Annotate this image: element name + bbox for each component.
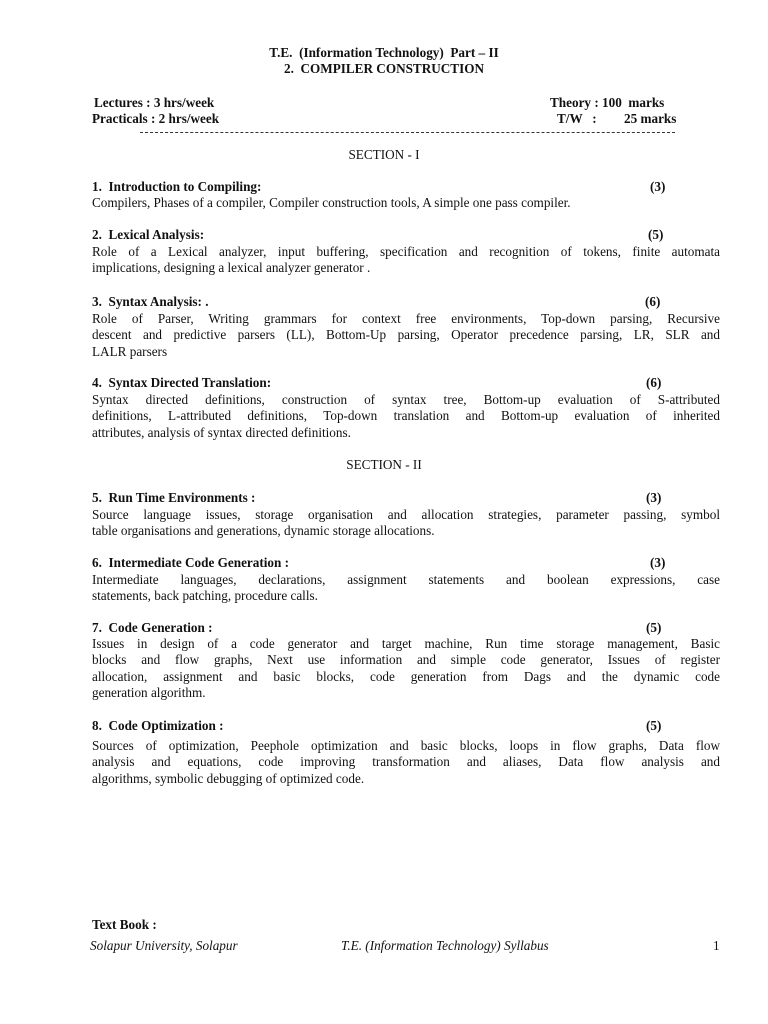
unit-marks: (3) bbox=[650, 179, 666, 194]
unit-description: Source language issues, storage organisation and allocation strategies, parameter passing, symbol table organisations and generations, dynamic storage allocations. bbox=[92, 507, 720, 539]
footer-university: Solapur University, Solapur bbox=[90, 938, 238, 953]
unit-description: Role of a Lexical analyzer, input buffering, specification and recognition of tokens, finite automata implications, designing a lexical analyzer generator . bbox=[92, 244, 720, 276]
unit-description: Role of Parser, Writing grammars for context free environments, Top-down parsing, Recursive descent and predictive parsers (LL), Bottom-Up parsing, Operator precedence parsing, LR, SLR and LALR parsers bbox=[92, 311, 720, 359]
tw-label: T/W : bbox=[557, 111, 597, 126]
unit-heading: 4. Syntax Directed Translation: bbox=[92, 375, 272, 390]
unit-marks: (5) bbox=[646, 718, 662, 733]
unit-marks: (6) bbox=[646, 375, 662, 390]
unit-marks: (6) bbox=[645, 294, 661, 309]
course-part-title: T.E. (Information Technology) Part – II bbox=[269, 45, 499, 60]
unit-marks: (5) bbox=[648, 227, 664, 242]
unit-description: Intermediate languages, declarations, assignment statements and boolean expressions, case statements, back patching, procedure calls. bbox=[92, 572, 720, 604]
unit-heading: 8. Code Optimization : bbox=[92, 718, 224, 733]
section-heading: SECTION - I bbox=[348, 147, 420, 162]
unit-marks: (3) bbox=[650, 555, 666, 570]
theory-marks: Theory : 100 marks bbox=[550, 95, 665, 110]
unit-heading: 7. Code Generation : bbox=[92, 620, 213, 635]
footer-syllabus: T.E. (Information Technology) Syllabus bbox=[341, 938, 549, 953]
page-number: 1 bbox=[713, 938, 720, 953]
unit-description: Issues in design of a code generator and target machine, Run time storage management, Basic blocks and flow graphs, Next use information and simple code generator, Issues of register allocation, assignment and basic blocks, code generation from Dags and the dynamic code generation algorithm. bbox=[92, 636, 720, 701]
unit-description: Syntax directed definitions, construction of syntax tree, Bottom-up evaluation of S-attributed definitions, L-attributed definitions, Top-down translation and Bottom-up evaluation of inherited attributes, analysis of syntax directed definitions. bbox=[92, 392, 720, 440]
course-title: 2. COMPILER CONSTRUCTION bbox=[283, 61, 485, 76]
unit-description: Sources of optimization, Peephole optimization and basic blocks, loops in flow graphs, Data flow analysis and equations, code improving transformation and aliases, Data flow analysis and algorithms, symbolic debugging of optimized code. bbox=[92, 738, 720, 786]
section-heading: SECTION - II bbox=[346, 457, 422, 472]
unit-description: Compilers, Phases of a compiler, Compiler construction tools, A simple one pass compiler. bbox=[92, 195, 571, 210]
text-book-label: Text Book : bbox=[92, 917, 157, 932]
dashed-divider bbox=[140, 132, 675, 133]
unit-heading: 5. Run Time Environments : bbox=[92, 490, 256, 505]
unit-heading: 1. Introduction to Compiling: bbox=[92, 179, 262, 194]
unit-marks: (5) bbox=[646, 620, 662, 635]
unit-heading: 3. Syntax Analysis: . bbox=[92, 294, 209, 309]
unit-heading: 2. Lexical Analysis: bbox=[92, 227, 205, 242]
practicals-hours: Practicals : 2 hrs/week bbox=[92, 111, 220, 126]
unit-marks: (3) bbox=[646, 490, 662, 505]
unit-heading: 6. Intermediate Code Generation : bbox=[92, 555, 290, 570]
lectures-hours: Lectures : 3 hrs/week bbox=[94, 95, 215, 110]
tw-marks: 25 marks bbox=[624, 111, 677, 126]
